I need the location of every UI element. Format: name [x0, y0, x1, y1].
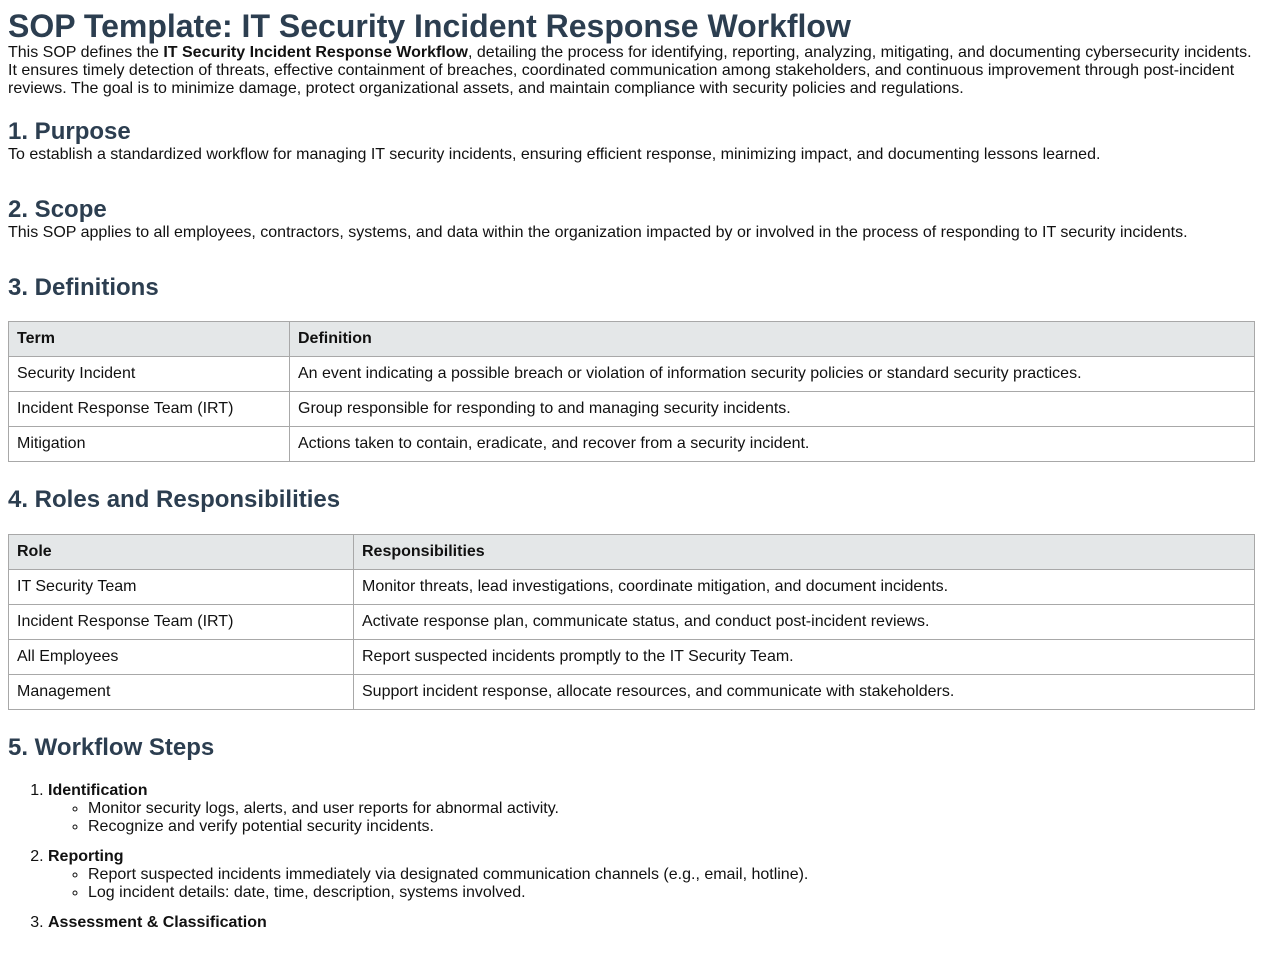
workflow-heading: 5. Workflow Steps [8, 734, 215, 761]
purpose-text: To establish a standardized workflow for managing IT security incidents, ensuring efficient response, minimizing impact, and documenting lessons learned. [8, 146, 1101, 163]
roles-heading: 4. Roles and Responsibilities [8, 486, 341, 513]
intro-emphasis: IT Security Incident Response Workflow [163, 44, 468, 61]
workflow-step [48, 782, 1255, 836]
term-cell: Incident Response Team (IRT) [9, 392, 290, 427]
list-item: ◦ Log incident details: date, time, description, systems involved. [88, 884, 1255, 902]
step-title: Reporting [48, 848, 124, 865]
table-header-row [9, 535, 1255, 570]
responsibility-cell: Report suspected incidents promptly to the IT Security Team. [354, 640, 1255, 675]
definition-cell: Group responsible for responding to and managing security incidents. [290, 392, 1255, 427]
step-title: Identification [48, 782, 148, 799]
workflow-step [48, 848, 1255, 902]
table-row [9, 392, 1255, 427]
role-cell: Management [9, 675, 354, 710]
step-items-list [48, 800, 1255, 836]
definitions-heading: 3. Definitions [8, 274, 159, 301]
scope-text: This SOP applies to all employees, contractors, systems, and data within the organization impacted by or involved in the process of responding to IT security incidents. [8, 224, 1188, 241]
definition-cell: An event indicating a possible breach or violation of information security policies or standard security practices. [290, 357, 1255, 392]
table-row [9, 640, 1255, 675]
responsibility-cell: Activate response plan, communicate status, and conduct post-incident reviews. [354, 605, 1255, 640]
table-header-row [9, 322, 1255, 357]
list-item: ◦ Monitor security logs, alerts, and user reports for abnormal activity. [88, 800, 1255, 818]
step-title: Assessment & Classification [48, 914, 267, 931]
definitions-table [8, 321, 1255, 462]
column-header-role: Role [9, 535, 354, 570]
responsibility-cell: Support incident response, allocate resources, and communicate with stakeholders. [354, 675, 1255, 710]
column-header-definition: Definition [290, 322, 1255, 357]
step-items-list [48, 866, 1255, 902]
page-title: SOP Template: IT Security Incident Response Workflow [8, 8, 851, 44]
table-row [9, 570, 1255, 605]
list-item: ◦ Report suspected incidents immediately via designated communication channels (e.g., email, hotline). [88, 866, 1255, 884]
table-row [9, 675, 1255, 710]
roles-table [8, 534, 1255, 710]
term-cell: Security Incident [9, 357, 290, 392]
table-row [9, 357, 1255, 392]
purpose-heading: 1. Purpose [8, 118, 131, 145]
intro-text-start: This SOP defines the [8, 44, 164, 61]
intro-paragraph [8, 44, 1255, 98]
column-header-term: Term [9, 322, 290, 357]
scope-heading: 2. Scope [8, 196, 107, 223]
table-row [9, 605, 1255, 640]
definition-cell: Actions taken to contain, eradicate, and recover from a security incident. [290, 427, 1255, 462]
responsibility-cell: Monitor threats, lead investigations, coordinate mitigation, and document incidents. [354, 570, 1255, 605]
intro-text-end: , detailing the process for identifying, reporting, analyzing, mitigating, and documenting cybersecurity incidents. It ensures timely detection of threats, effective containment of breaches, coordinated communication among stakeholders, and continuous improvement through post-incident reviews. The goal is to minimize damage, protect organizational assets, and maintain compliance with security policies and regulations. [8, 44, 1252, 97]
column-header-responsibilities: Responsibilities [354, 535, 1255, 570]
workflow-steps-list [8, 782, 1255, 932]
role-cell: Incident Response Team (IRT) [9, 605, 354, 640]
role-cell: All Employees [9, 640, 354, 675]
term-cell: Mitigation [9, 427, 290, 462]
role-cell: IT Security Team [9, 570, 354, 605]
list-item: ◦ Recognize and verify potential security incidents. [88, 818, 1255, 836]
workflow-step [48, 914, 1255, 932]
table-row [9, 427, 1255, 462]
